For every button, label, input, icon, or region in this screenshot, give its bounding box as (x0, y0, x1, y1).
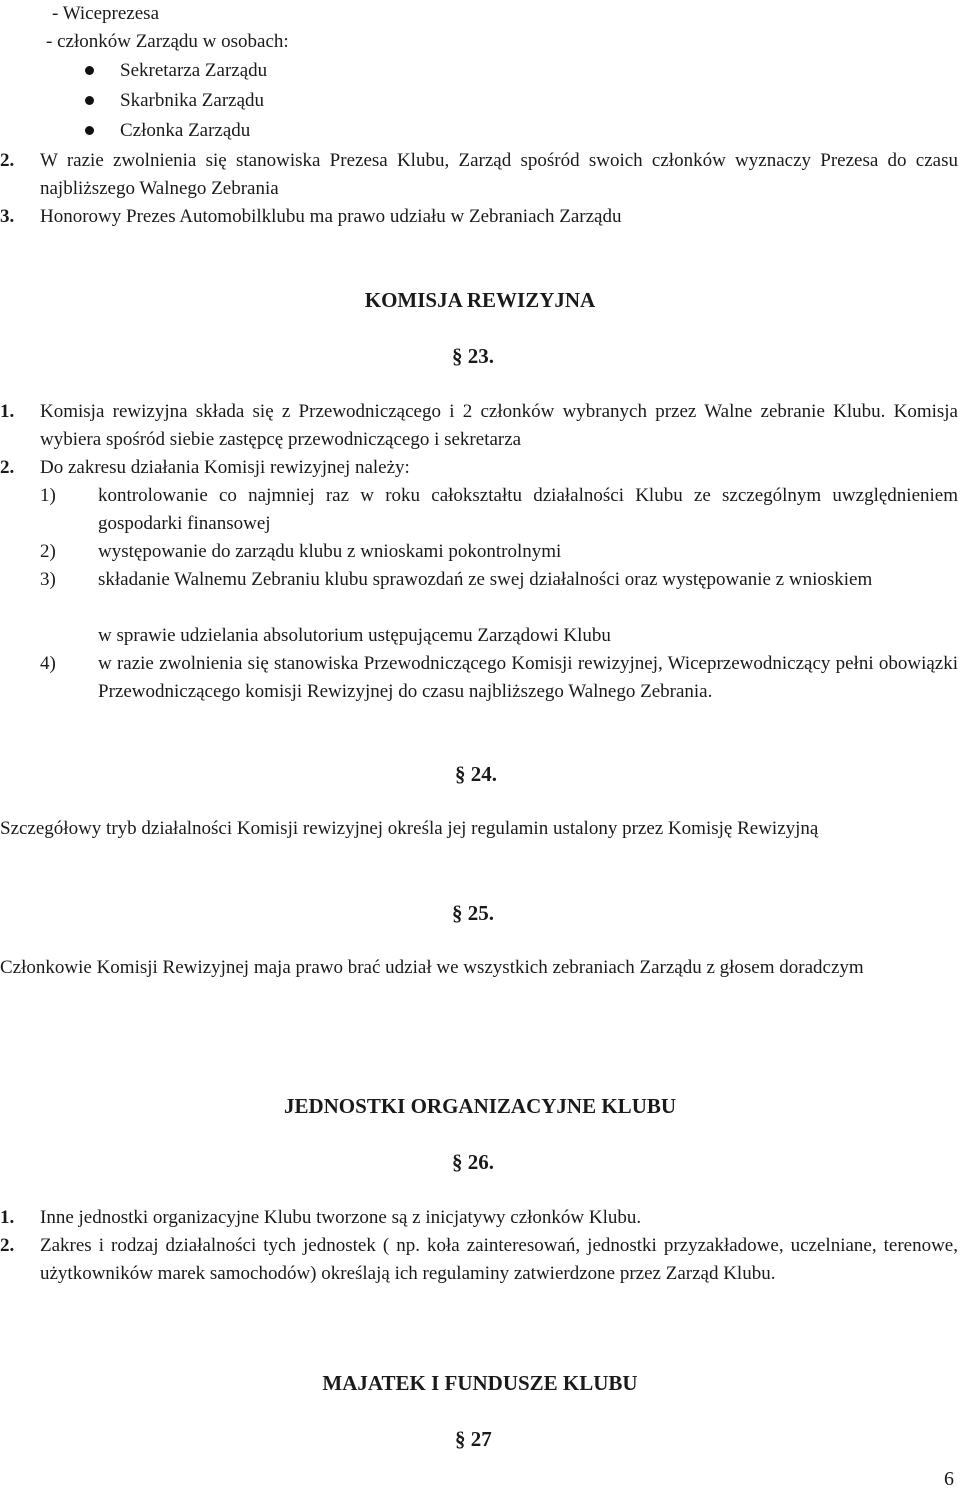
subpoint-text: występowanie do zarządu klubu z wnioskami pokontrolnymi (98, 541, 562, 562)
subpoint-text: kontrolowanie co najmniej raz w roku całokształtu działalności Klubu ze szczególnym uwzględnieniem gospodarki finansowej (98, 485, 958, 534)
section-heading: KOMISJA REWIZYJNA (364, 288, 596, 312)
vice-president-line: - Wiceprezesa (52, 3, 160, 24)
board-members-line: - członków Zarządu w osobach: (46, 31, 289, 52)
point-number: 2. (0, 1235, 15, 1256)
page-number: 6 (944, 1468, 954, 1490)
subpoint-number: 4) (40, 653, 56, 674)
point-text: Do zakresu działania Komisji rewizyjnej należy: (40, 457, 410, 478)
point-number: 2. (0, 457, 15, 478)
subpoint-text: składanie Walnemu Zebraniu klubu sprawozdań ze swej działalności oraz występowanie z wnioskiem (98, 569, 873, 590)
section-heading: JEDNOSTKI ORGANIZACYJNE KLUBU (283, 1094, 677, 1118)
bullet-item-member: Członka Zarządu (120, 120, 251, 141)
paragraph-number: § 26. (452, 1150, 494, 1174)
bullet-icon (85, 126, 94, 135)
paragraph-text: Członkowie Komisji Rewizyjnej maja prawo brać udział we wszystkich zebraniach Zarządu z głosem doradczym (0, 957, 864, 978)
point-text: Komisja rewizyjna składa się z Przewodniczącego i 2 członków wybranych przez Walne zebranie Klubu. Komisja wybiera spośród siebie zastępcę przewodniczącego i sekretarza (40, 401, 958, 450)
subpoint-text: w razie zwolnienia się stanowiska Przewodniczącego Komisji rewizyjnej, Wiceprzewodniczący pełni obowiązki Przewodniczącego komisji Rewizyjnej do czasu najbliższego Walnego Zebrania. (98, 653, 958, 702)
paragraph-number: § 23. (452, 344, 494, 368)
point-text: Inne jednostki organizacyjne Klubu tworzone są z inicjatywy członków Klubu. (40, 1207, 642, 1228)
paragraph-number: § 25. (452, 901, 494, 925)
point-text: W razie zwolnienia się stanowiska Prezesa Klubu, Zarząd spośród swoich członków wyznaczy Prezesa do czasu najbliższego Walnego Zebrania (40, 150, 958, 199)
paragraph-number: § 27 (455, 1427, 492, 1451)
point-number: 1. (0, 401, 15, 422)
point-number: 3. (0, 206, 15, 227)
point-number: 2. (0, 150, 15, 171)
bullet-icon (85, 66, 94, 75)
point-text: Honorowy Prezes Automobilklubu ma prawo udziału w Zebraniach Zarządu (40, 206, 622, 227)
subpoint-number: 1) (40, 485, 56, 506)
paragraph-number: § 24. (455, 762, 497, 786)
bullet-item-treasurer: Skarbnika Zarządu (120, 90, 265, 111)
bullet-item-secretary: Sekretarza Zarządu (120, 60, 268, 81)
point-text: Zakres i rodzaj działalności tych jednostek ( np. koła zainteresowań, jednostki przyzakładowe, uczelniane, terenowe, użytkowników marek samochodów) określają ich regulaminy zatwierdzone przez Zarząd Klubu. (40, 1235, 958, 1284)
subpoint-number: 3) (40, 569, 56, 590)
section-heading: MAJATEK I FUNDUSZE KLUBU (322, 1371, 638, 1395)
paragraph-text: Szczegółowy tryb działalności Komisji rewizyjnej określa jej regulamin ustalony przez Komisję Rewizyjną (0, 818, 819, 839)
subpoint-continuation: w sprawie udzielania absolutorium ustępującemu Zarządowi Klubu (98, 625, 611, 646)
subpoint-number: 2) (40, 541, 56, 562)
point-number: 1. (0, 1207, 15, 1228)
bullet-icon (85, 96, 94, 105)
